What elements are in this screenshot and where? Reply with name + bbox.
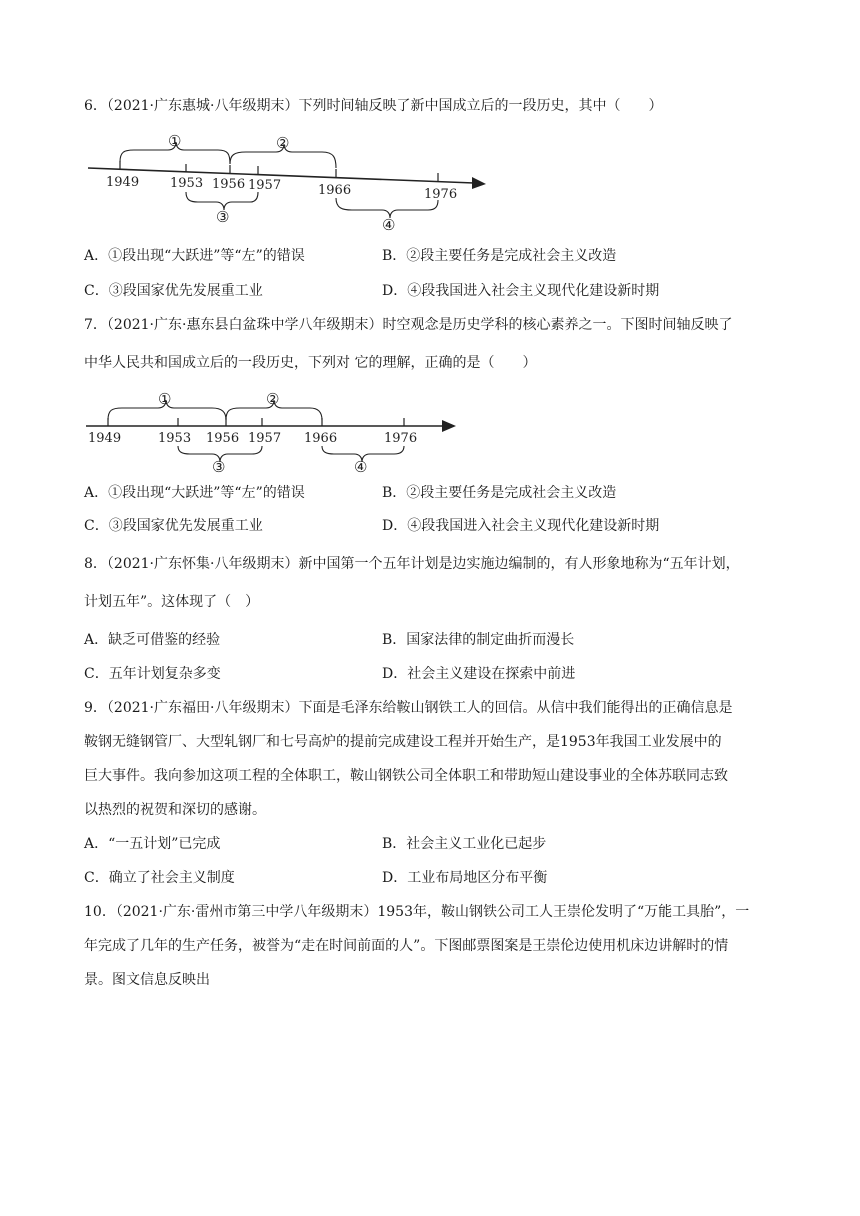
question-9-stem-cont: 巨大事件。我向参加这项工程的全体职工，鞍山钢铁公司全体职工和带助短山建设事业的全体苏联同志致 [84, 768, 728, 784]
timeline-figure-q7 [0, 386, 860, 476]
option-a[interactable]: A．“一五计划”已完成 [84, 836, 221, 852]
question-10-stem-cont: 景。图文信息反映出 [84, 972, 210, 988]
question-8-stem-cont: 计划五年”。这体现了（ ） [84, 594, 260, 610]
question-text: （2021·广东福田·八年级期末）下面是毛泽东给鞍山钢铁工人的回信。从信中我们能得出的正确信息是 [106, 700, 733, 716]
question-number: 7． [84, 317, 107, 333]
timeline-year-label: 1953 [158, 431, 192, 446]
option-d[interactable]: D．④段我国进入社会主义现代化建设新时期 [382, 518, 660, 534]
segment-label: ① [158, 390, 172, 408]
segment-label: ① [168, 132, 182, 150]
option-d[interactable]: D．④段我国进入社会主义现代化建设新时期 [382, 283, 660, 299]
segment-label: ③ [212, 458, 226, 476]
question-number: 9． [84, 700, 107, 716]
option-b[interactable]: B．国家法律的制定曲折而漫长 [382, 632, 575, 648]
question-7-stem-cont: 中华人民共和国成立后的一段历史，下列对 它的理解，正确的是（ ） [84, 355, 537, 371]
timeline-year-label: 1957 [248, 431, 282, 446]
option-d[interactable]: D．社会主义建设在探索中前进 [382, 666, 576, 682]
timeline-year-label: 1949 [88, 431, 122, 446]
question-10-stem [84, 902, 749, 922]
segment-label: ④ [382, 216, 396, 234]
question-7-stem [84, 315, 732, 335]
option-b[interactable]: B．社会主义工业化已起步 [382, 836, 547, 852]
option-c[interactable]: C．五年计划复杂多变 [84, 666, 221, 682]
timeline-figure-q6 [0, 128, 860, 234]
question-text: （2021·广东惠城·八年级期末）下列时间轴反映了新中国成立后的一段历史，其中（ ） [106, 98, 663, 114]
option-a[interactable]: A．①段出现“大跃进”等“左”的错误 [84, 248, 305, 264]
question-9-stem-cont: 以热烈的祝贺和深切的感谢。 [84, 802, 266, 818]
segment-label: ② [266, 390, 280, 408]
segment-label: ② [276, 134, 290, 152]
question-number: 10． [84, 904, 116, 920]
question-number: 8． [84, 556, 107, 572]
segment-label: ③ [216, 208, 230, 226]
timeline-year-label: 1966 [318, 183, 352, 198]
option-b[interactable]: B．②段主要任务是完成社会主义改造 [382, 248, 617, 264]
timeline-year-label: 1957 [248, 178, 282, 193]
question-number: 6． [84, 98, 107, 114]
segment-brace [336, 198, 438, 218]
timeline-year-label: 1956 [206, 431, 240, 446]
segment-label: ④ [354, 458, 368, 476]
option-a[interactable]: A．缺乏可借鉴的经验 [84, 632, 221, 648]
timeline-year-label: 1966 [304, 431, 338, 446]
option-b[interactable]: B．②段主要任务是完成社会主义改造 [382, 485, 617, 501]
question-6-stem [84, 96, 662, 116]
question-9-stem [84, 698, 732, 718]
timeline-year-label: 1953 [170, 176, 204, 191]
timeline-arrow [472, 177, 486, 189]
timeline-year-label: 1949 [106, 175, 140, 190]
timeline-year-label: 1956 [212, 177, 246, 192]
option-c[interactable]: C．③段国家优先发展重工业 [84, 518, 263, 534]
question-9-stem-cont: 鞍钢无缝钢管厂、大型轧钢厂和七号高炉的提前完成建设工程并开始生产，是1953年我国工业发展中的 [84, 734, 722, 750]
question-text: （2021·广东·雷州市第三中学八年级期末）1953年，鞍山钢铁公司工人王崇伦发明了“万能工具胎”，一 [115, 904, 750, 920]
option-c[interactable]: C．确立了社会主义制度 [84, 870, 235, 886]
timeline-year-label: 1976 [384, 431, 418, 446]
question-text: （2021·广东·惠东县白盆珠中学八年级期末）时空观念是历史学科的核心素养之一。下图时间轴反映了 [106, 317, 733, 333]
question-text: （2021·广东怀集·八年级期末）新中国第一个五年计划是边实施边编制的，有人形象地称为“五年计划， [106, 556, 740, 572]
timeline-year-label: 1976 [424, 187, 458, 202]
option-a[interactable]: A．①段出现“大跃进”等“左”的错误 [84, 485, 305, 501]
timeline-arrow [442, 420, 456, 432]
question-10-stem-cont: 年完成了几年的生产任务，被誉为“走在时间前面的人”。下图邮票图案是王崇伦边使用机床边讲解时的情 [84, 938, 729, 954]
question-8-stem [84, 554, 740, 574]
option-d[interactable]: D．工业布局地区分布平衡 [382, 870, 548, 886]
option-c[interactable]: C．③段国家优先发展重工业 [84, 283, 263, 299]
